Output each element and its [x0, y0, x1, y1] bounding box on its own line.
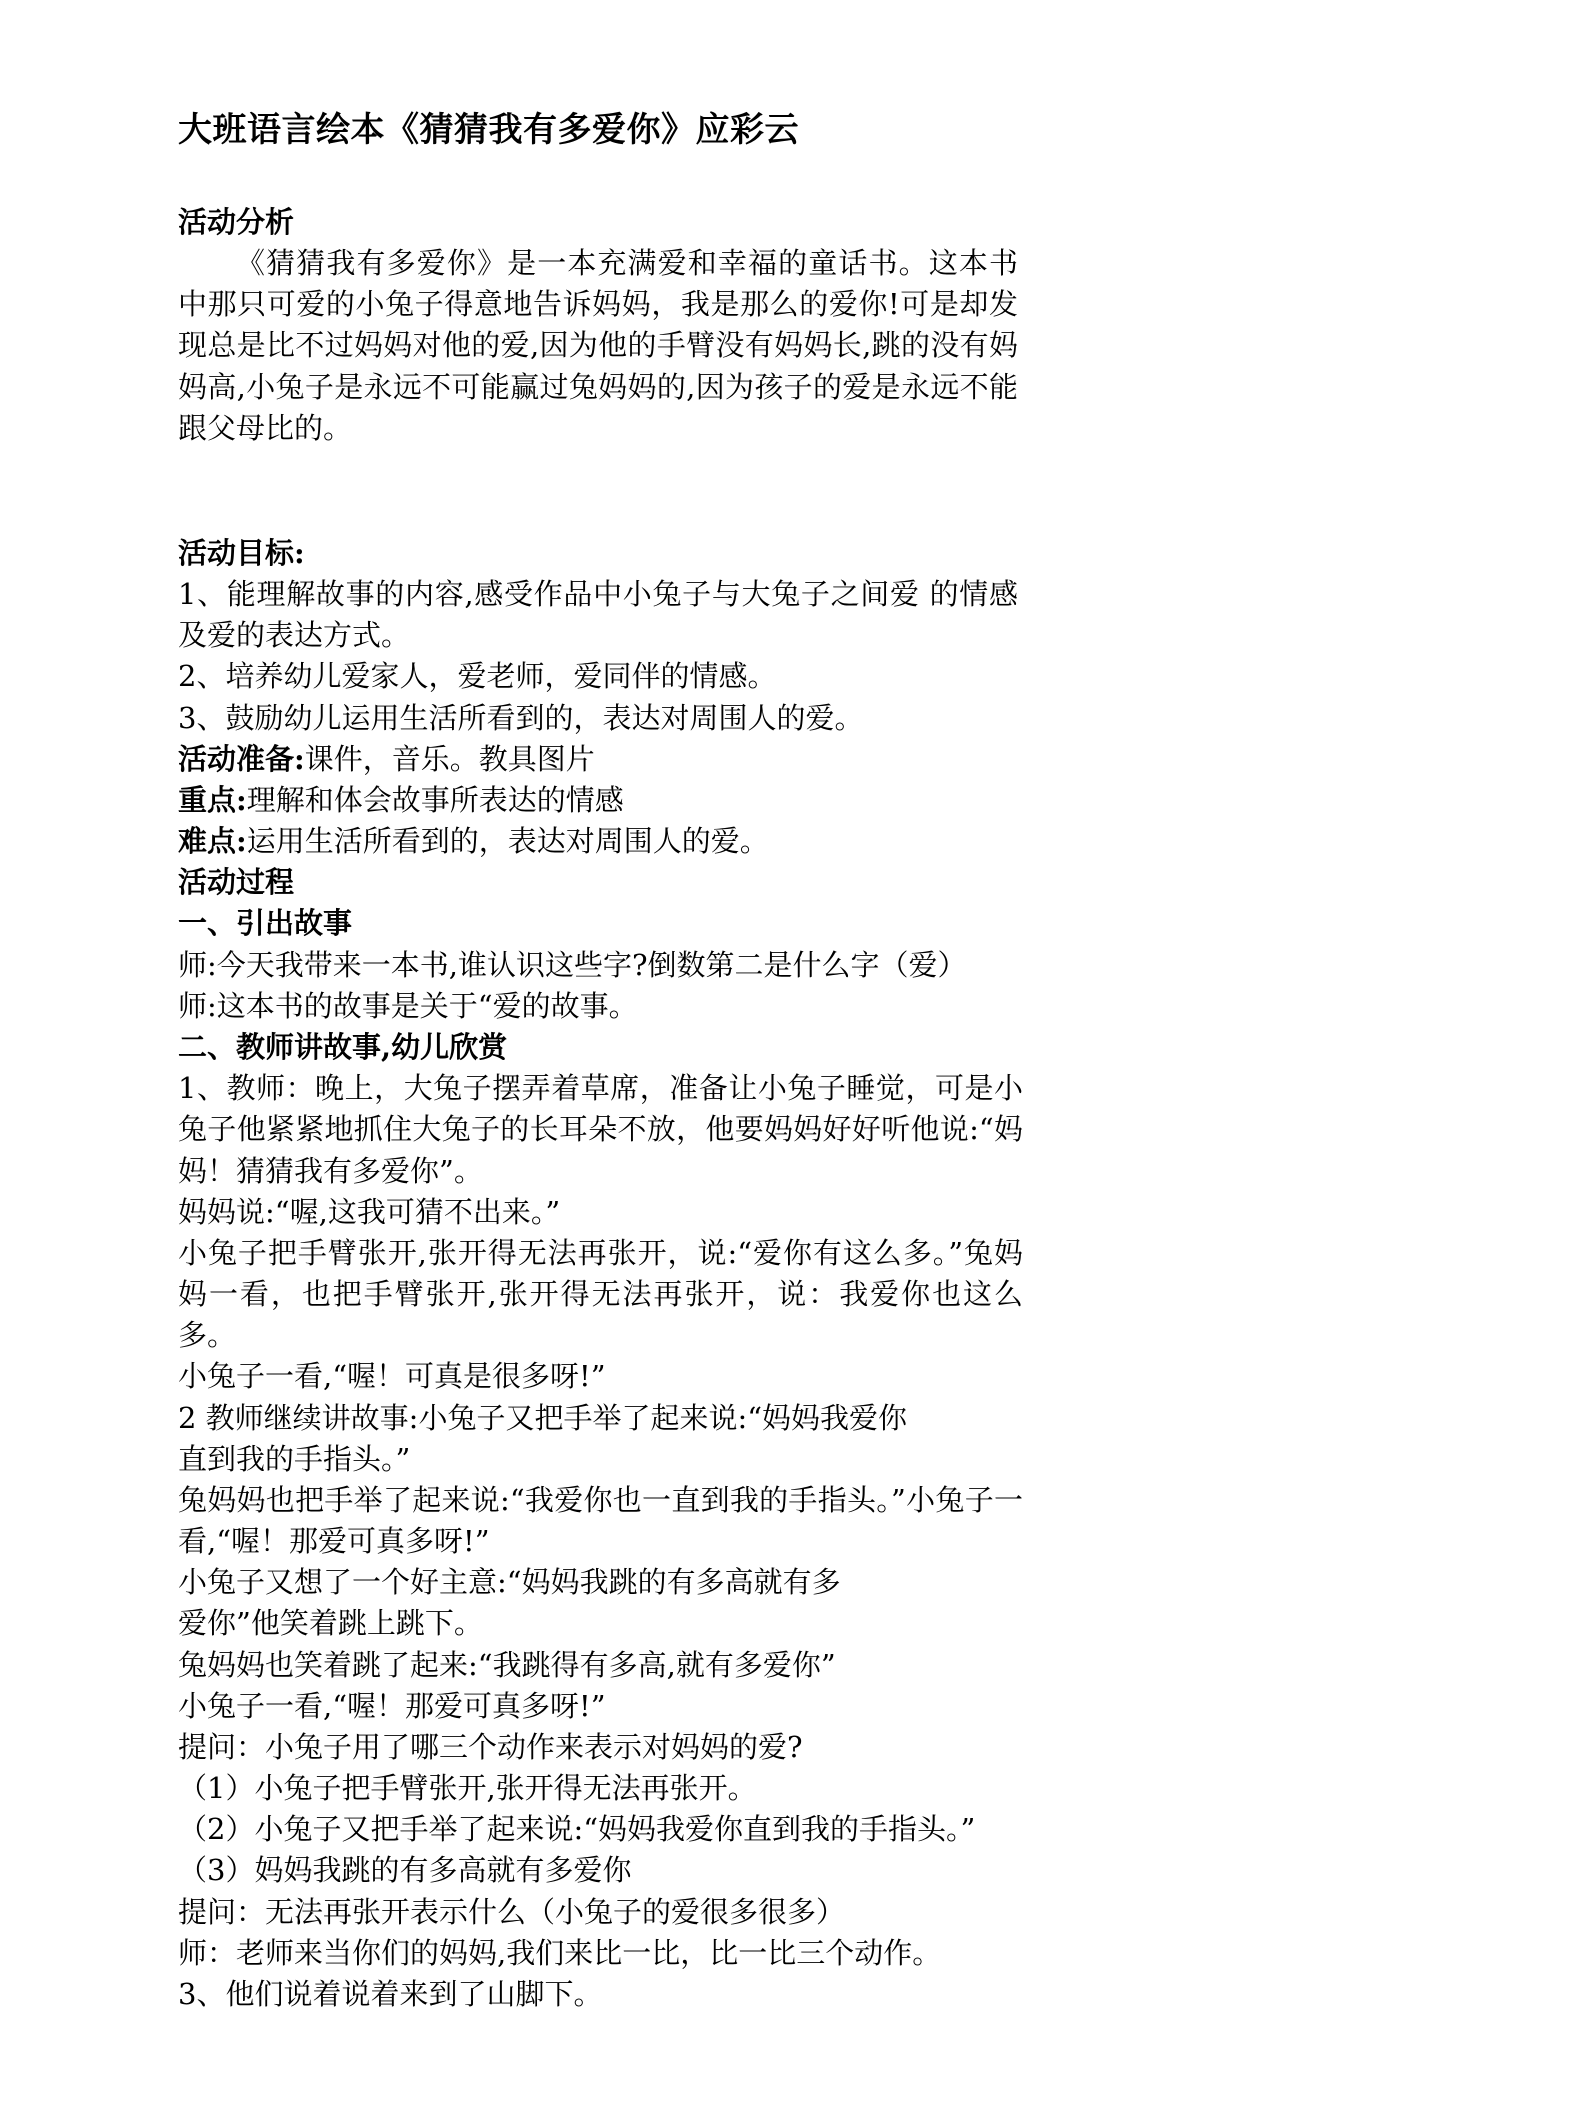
- objective-item-2: 2、培养幼儿爱家人，爱老师，爱同伴的情感。: [178, 659, 777, 694]
- section-heading-step-one: 一、引出故事: [178, 906, 353, 941]
- section-heading-activity-analysis: 活动分析: [178, 204, 295, 239]
- question-one: 提问：小兔子用了哪三个动作来表示对妈妈的爱?: [178, 1729, 803, 1764]
- story-line-9: 爱你”他笑着跳上跳下。: [178, 1606, 483, 1641]
- step-one-line-2: 师:这本书的故事是关于“爱的故事。: [178, 988, 638, 1023]
- activity-preparation-label: 活动准备:: [178, 741, 305, 776]
- page-title: 大班语言绘本《猜猜我有多爱你》应彩云: [178, 110, 799, 150]
- step-one-line-1: 师:今天我带来一本书,谁认识这些字?倒数第二是什么字（爱）: [178, 947, 967, 982]
- activity-preparation-line: [178, 739, 1358, 780]
- answer-item-2: （2）小兔子又把手举了起来说:“妈妈我爱你直到我的手指头。”: [178, 1812, 976, 1847]
- document-content: [178, 108, 1358, 2015]
- activity-difficulty-text: 运用生活所看到的，表达对周围人的爱。: [246, 824, 769, 859]
- story-line-11: 小兔子一看,“喔！那爱可真多呀!”: [178, 1688, 606, 1723]
- activity-preparation-text: 课件，音乐。教具图片: [304, 741, 595, 776]
- section-heading-step-two: 二、教师讲故事,幼儿欣赏: [178, 1029, 508, 1064]
- step-three-line: 3、他们说着说着来到了山脚下。: [178, 1976, 603, 2011]
- activity-difficulty-line: [178, 821, 1358, 862]
- question-two: 提问：无法再张开表示什么（小兔子的爱很多很多）: [178, 1894, 846, 1929]
- story-line-10: 兔妈妈也笑着跳了起来:“我跳得有多高,就有多爱你”: [178, 1647, 836, 1682]
- story-line-4: 小兔子一看,“喔！可真是很多呀!”: [178, 1359, 606, 1394]
- answer-item-3: （3）妈妈我跳的有多高就有多爱你: [178, 1853, 632, 1888]
- objective-item-3: 3、鼓励幼儿运用生活所看到的，表达对周围人的爱。: [178, 700, 864, 735]
- objective-item-1: 1、能理解故事的内容,感受作品中小兔子与大兔子之间爱 的情感及爱的表达方式。: [178, 577, 1018, 653]
- teacher-instruction-line: 师：老师来当你们的妈妈,我们来比一比，比一比三个动作。: [178, 1935, 942, 1970]
- story-line-3: 小兔子把手臂张开,张开得无法再张开，说:“爱你有这么多。”兔妈妈一看，也把手臂张开,张开得无法再张开，说：我爱你也这么多。: [178, 1235, 1023, 1353]
- answer-item-1: （1）小兔子把手臂张开,张开得无法再张开。: [178, 1771, 757, 1806]
- activity-focus-label: 重点:: [178, 782, 247, 817]
- story-line-2: 妈妈说:“喔,这我可猜不出来。”: [178, 1194, 561, 1229]
- story-line-6: 直到我的手指头。”: [178, 1441, 411, 1476]
- story-line-7: 兔妈妈也把手举了起来说:“我爱你也一直到我的手指头。”小兔子一看,“喔！那爱可真多呀!”: [178, 1482, 1023, 1559]
- section-heading-activity-process: 活动过程: [178, 865, 295, 900]
- activity-focus-line: [178, 780, 1358, 821]
- activity-focus-text: 理解和体会故事所表达的情感: [246, 782, 624, 817]
- section-heading-activity-objectives: 活动目标:: [178, 535, 305, 570]
- activity-difficulty-label: 难点:: [178, 824, 247, 859]
- story-line-5: 2 教师继续讲故事:小兔子又把手举了起来说:“妈妈我爱你: [178, 1400, 908, 1435]
- story-line-1: 1、教师：晚上，大兔子摆弄着草席，准备让小兔子睡觉，可是小兔子他紧紧地抓住大兔子的长耳朵不放，他要妈妈好好听他说:“妈妈！猜猜我有多爱你”。: [178, 1071, 1023, 1188]
- story-line-8: 小兔子又想了一个好主意:“妈妈我跳的有多高就有多: [178, 1565, 841, 1600]
- activity-analysis-body: 《猜猜我有多爱你》是一本充满爱和幸福的童话书。这本书中那只可爱的小兔子得意地告诉妈妈，我是那么的爱你!可是却发现总是比不过妈妈对他的爱,因为他的手臂没有妈妈长,跳的没有妈妈高,小兔子是永远不可能赢过兔妈妈的,因为孩子的爱是永远不能跟父母比的。: [178, 246, 1018, 445]
- spacer: [178, 449, 1358, 533]
